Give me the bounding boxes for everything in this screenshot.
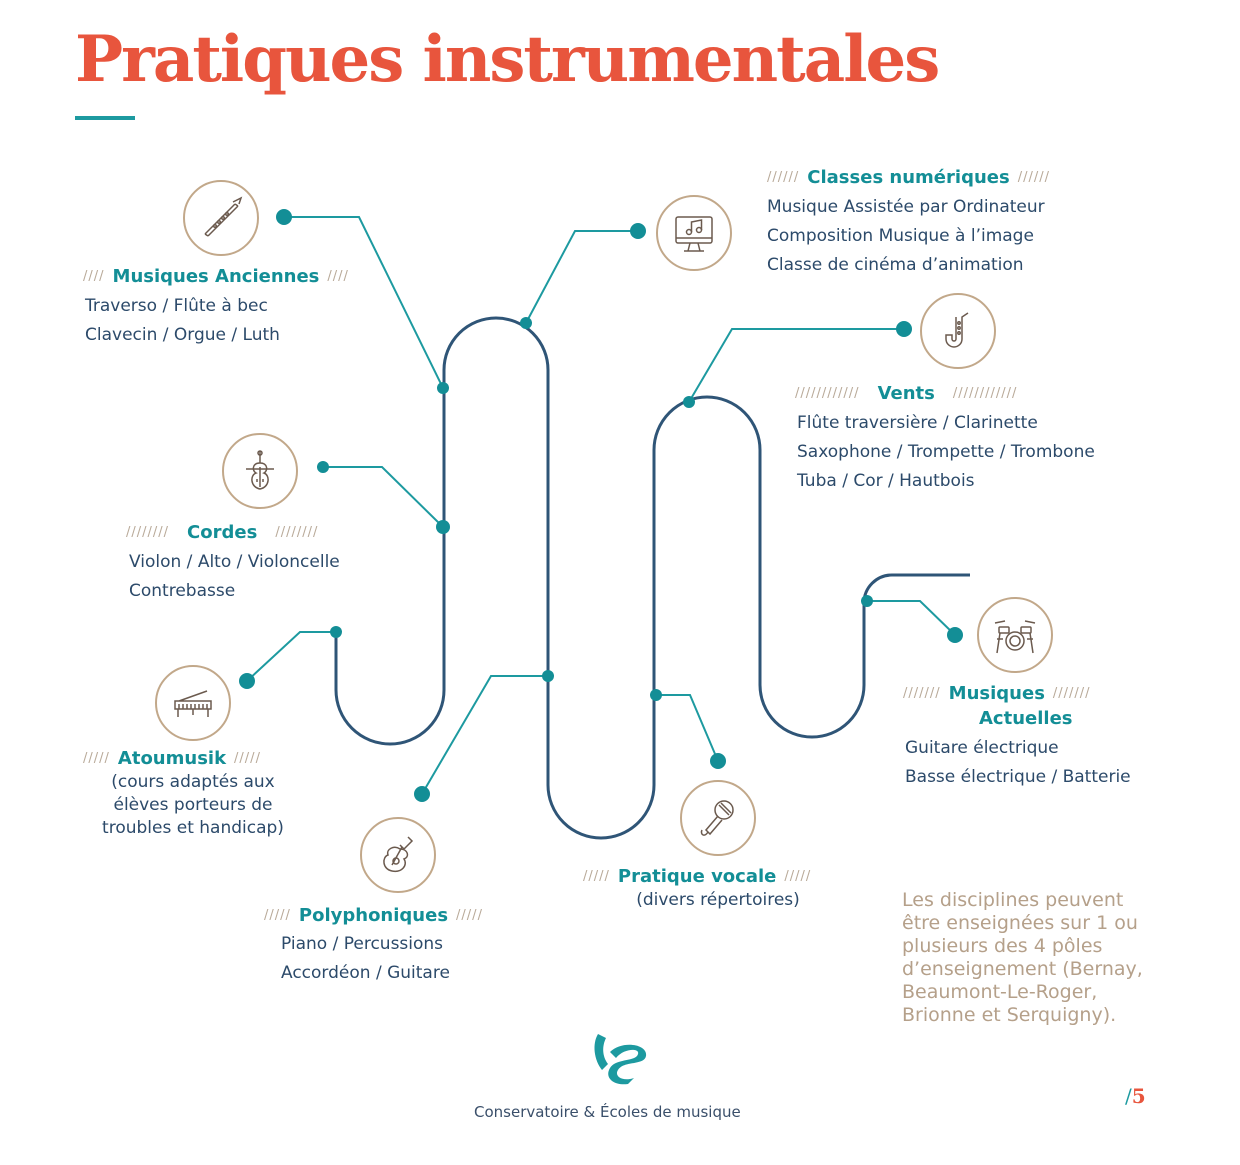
page-title: Pratiques instrumentales	[75, 22, 939, 97]
hatch-decoration: ////////	[126, 525, 170, 540]
musiques-actuelles-heading: /////// Musiques ///////	[903, 683, 1091, 704]
node-dot	[542, 670, 554, 682]
node-dot	[683, 396, 695, 408]
connector-cordes	[323, 467, 443, 527]
microphone-icon	[680, 780, 756, 856]
classes-numeriques-heading: ////// Classes numériques //////	[767, 167, 1050, 188]
hatch-decoration: ////////////	[795, 386, 860, 401]
grand-piano-icon	[155, 665, 231, 741]
node-dot	[630, 223, 646, 239]
musiques-anciennes-heading: //// Musiques Anciennes ////	[83, 266, 349, 287]
saxophone-icon	[920, 293, 996, 369]
node-dot	[520, 317, 532, 329]
atoumusik-heading: ///// Atoumusik /////	[83, 748, 261, 769]
node-dot	[437, 382, 449, 394]
connector-pratique-vocale	[656, 695, 718, 761]
musiques-anciennes-list: Traverso / Flûte à bec Clavecin / Orgue / Luth	[85, 296, 280, 345]
hatch-decoration: ////	[83, 269, 105, 284]
musiques-actuelles-list: Guitare électrique Basse électrique / Batterie	[905, 738, 1131, 787]
node-dot	[330, 626, 342, 638]
node-dot	[436, 520, 450, 534]
violin-icon	[222, 433, 298, 509]
polyphoniques-heading: ///// Polyphoniques /////	[264, 905, 483, 926]
polyphoniques-list: Piano / Percussions Accordéon / Guitare	[281, 934, 450, 983]
page-number: /5	[1125, 1084, 1146, 1108]
hatch-decoration: /////	[234, 751, 261, 766]
hatch-decoration: /////	[784, 869, 812, 884]
hatch-decoration: ////////////	[952, 386, 1018, 401]
hatch-decoration: /////	[264, 908, 291, 923]
hatch-decoration: ////////	[275, 525, 319, 540]
node-dot	[896, 321, 912, 337]
hatch-decoration: /////	[456, 908, 483, 923]
node-dot	[650, 689, 662, 701]
connector-musiques-actuelles	[867, 601, 955, 635]
cordes-list: Violon / Alto / Violoncelle Contrebasse	[129, 552, 340, 601]
node-dot	[861, 595, 873, 607]
vents-list: Flûte traversière / Clarinette Saxophone / Trompette / Trombone Tuba / Cor / Hautbois	[797, 413, 1095, 491]
connector-polyphoniques	[422, 676, 548, 794]
vents-heading: //////////// Vents ////////////	[795, 383, 1018, 404]
drum-kit-icon	[977, 597, 1053, 673]
atoumusik-description: (cours adaptés aux élèves porteurs de troubles et handicap)	[102, 772, 284, 838]
node-dot	[710, 753, 726, 769]
classes-numeriques-list: Musique Assistée par Ordinateur Composition Musique à l’image Classe de cinéma d’animation	[767, 197, 1045, 275]
poles-note: Les disciplines peuvent être enseignées sur 1 ou plusieurs des 4 pôles d’enseignement (Bernay, Beaumont-Le-Roger, Brionne et Serquigny).	[902, 889, 1143, 1026]
hatch-decoration: ////	[327, 269, 349, 284]
node-dot	[276, 209, 292, 225]
connector-musiques-anciennes	[284, 217, 443, 388]
node-dot	[317, 461, 329, 473]
pratique-vocale-description: (divers répertoires)	[636, 890, 800, 910]
musiques-actuelles-heading-line2: Actuelles	[979, 708, 1073, 729]
node-dot	[239, 673, 255, 689]
hatch-decoration: /////	[583, 869, 610, 884]
conservatoire-logo	[588, 1030, 654, 1086]
hatch-decoration: /////	[83, 751, 110, 766]
footer-text: Conservatoire & Écoles de musique	[474, 1103, 741, 1121]
hatch-decoration: ///////	[903, 686, 941, 701]
hatch-decoration: //////	[1017, 170, 1050, 185]
node-dot	[414, 786, 430, 802]
page-number-slash: /	[1125, 1084, 1132, 1108]
hatch-decoration: //////	[767, 170, 800, 185]
cordes-heading: //////// Cordes ////////	[126, 522, 319, 543]
guitar-icon	[360, 817, 436, 893]
flute-icon	[183, 180, 259, 256]
node-dot	[947, 627, 963, 643]
connector-atoumusik	[247, 632, 336, 681]
hatch-decoration: ///////	[1052, 686, 1091, 701]
connector-classes-numeriques	[526, 231, 638, 323]
music-computer-icon	[656, 195, 732, 271]
pratique-vocale-heading: ///// Pratique vocale /////	[583, 866, 812, 887]
